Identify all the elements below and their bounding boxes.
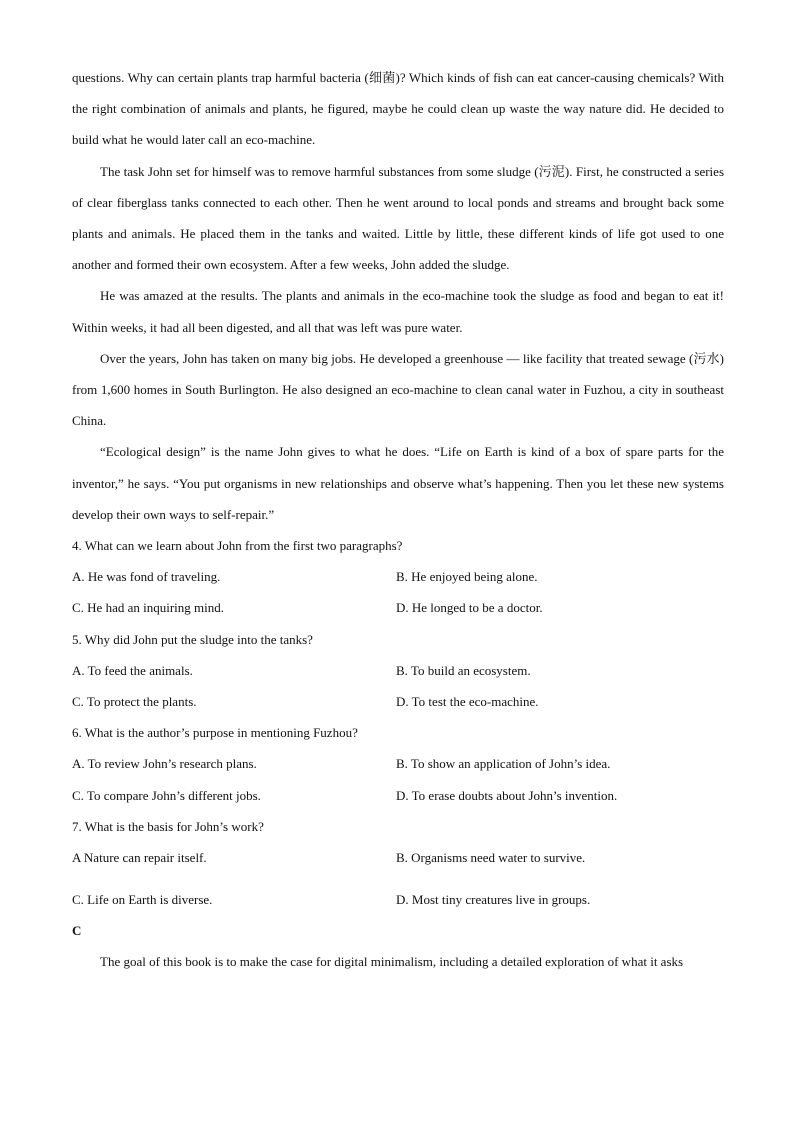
option-a: A. To feed the animals. bbox=[72, 662, 193, 678]
option-b: B. To show an application of John’s idea. bbox=[396, 756, 611, 772]
option-b: B. He enjoyed being alone. bbox=[396, 569, 538, 585]
option-row bbox=[72, 884, 724, 915]
option-d: D. To test the eco-machine. bbox=[396, 694, 539, 710]
option-row bbox=[72, 748, 724, 779]
option-d: D. He longed to be a doctor. bbox=[396, 600, 543, 616]
paragraph-4: Over the years, John has taken on many big jobs. He developed a greenhouse — like facility that treated sewage (污水) from 1,600 homes in South Burlington. He also designed an eco-machine to clean canal water in Fuzhou, a city in southeast China. bbox=[72, 350, 724, 429]
option-row bbox=[72, 780, 724, 811]
question-5 bbox=[72, 624, 724, 718]
paragraph-2: The task John set for himself was to remove harmful substances from some sludge (污泥). First, he constructed a series of clear fiberglass tanks connected to each other. Then he went around to local ponds and streams and brought back some plants and animals. He placed them in the tanks and waited. Little by little, these different kinds of life got used to one another and formed their own ecosystem. After a few weeks, John added the sludge. bbox=[72, 163, 724, 273]
document-page bbox=[72, 62, 724, 978]
option-d: D. Most tiny creatures live in groups. bbox=[396, 891, 591, 907]
paragraph-5: “Ecological design” is the name John gives to what he does. “Life on Earth is kind of a box of spare parts for the inventor,” he says. “You put organisms in new relationships and observe what’s happening. Then you let these new systems develop their own ways to self-repair.” bbox=[72, 444, 724, 522]
option-row bbox=[72, 842, 724, 884]
option-c: C. He had an inquiring mind. bbox=[72, 600, 225, 616]
paragraph-3: He was amazed at the results. The plants and animals in the eco-machine took the sludge as food and began to eat it! Within weeks, it had all been digested, and all that was left was pure water. bbox=[72, 288, 724, 335]
option-a: A. To review John’s research plans. bbox=[72, 756, 257, 772]
option-c: C. To compare John’s different jobs. bbox=[72, 787, 261, 803]
question-6 bbox=[72, 717, 724, 811]
option-row bbox=[72, 686, 724, 717]
option-row bbox=[72, 592, 724, 623]
option-b: B. To build an ecosystem. bbox=[396, 662, 531, 678]
section-opening-paragraph: The goal of this book is to make the case for digital minimalism, including a detailed exploration of what it asks bbox=[100, 954, 684, 970]
question-stem: 5. Why did John put the sludge into the tanks? bbox=[72, 631, 313, 647]
option-b: B. Organisms need water to survive. bbox=[396, 849, 586, 865]
option-d: D. To erase doubts about John’s invention. bbox=[396, 787, 618, 803]
question-stem: 4. What can we learn about John from the first two paragraphs? bbox=[72, 538, 403, 554]
option-a: A Nature can repair itself. bbox=[72, 849, 207, 865]
question-7 bbox=[72, 811, 724, 915]
section-heading: C bbox=[72, 923, 82, 939]
option-c: C. To protect the plants. bbox=[72, 694, 197, 710]
question-4 bbox=[72, 530, 724, 624]
paragraph-1: questions. Why can certain plants trap harmful bacteria (细菌)? Which kinds of fish can eat cancer-causing chemicals? With the right combination of animals and plants, he figured, maybe he could clean up waste the way nature did. He decided to build what he would later call an eco-machine. bbox=[72, 70, 724, 148]
question-stem: 7. What is the basis for John’s work? bbox=[72, 818, 264, 834]
option-row bbox=[72, 561, 724, 592]
option-c: C. Life on Earth is diverse. bbox=[72, 891, 213, 907]
option-row bbox=[72, 655, 724, 686]
question-stem: 6. What is the author’s purpose in mentioning Fuzhou? bbox=[72, 725, 358, 741]
option-a: A. He was fond of traveling. bbox=[72, 569, 221, 585]
